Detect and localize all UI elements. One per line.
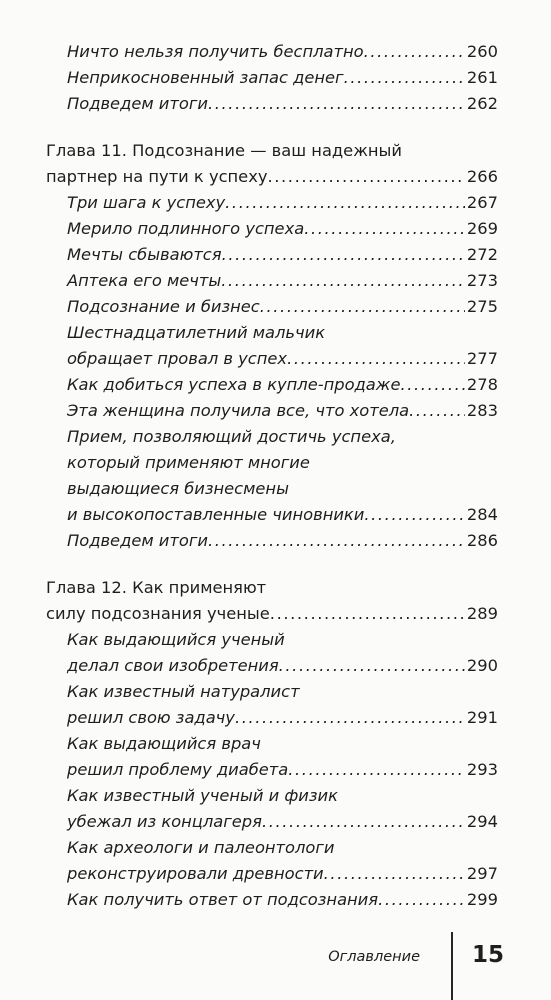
footer-section-title: Оглавление [328,949,420,965]
toc-entry [67,369,498,395]
toc-entry-title: решил свою задачу [67,708,235,727]
dot-leader [222,245,465,265]
toc-page-number: 278 [466,375,498,394]
dot-leader [324,864,465,884]
toc-entry-title: Эта женщина получила все, что хотела [67,401,410,420]
toc-entry [67,447,498,473]
toc-chapter-line [46,598,498,624]
dot-leader [287,349,465,369]
toc-entry [67,832,498,858]
toc-entry-title: Аптека его мечты [67,271,222,290]
toc-chapter-line [46,161,498,187]
toc-entry [67,317,498,343]
dot-leader [378,890,465,910]
toc-entry [67,421,498,447]
toc-entry [67,88,498,114]
toc-entry-title: Подведем итоги [67,531,208,550]
dot-leader [221,271,465,291]
toc-page-number: 290 [466,656,498,675]
dot-leader [208,94,465,114]
toc-page-number: 275 [466,297,498,316]
toc-entry-title: Подведем итоги [67,94,208,113]
toc-entry [67,239,498,265]
toc-entry-title: Глава 11. Подсознание — ваш надежный [46,141,402,160]
toc-entry [67,525,498,551]
toc-page-number: 272 [466,245,498,264]
dot-leader [225,193,465,213]
toc-entry [67,702,498,728]
toc-page-number: 266 [466,167,498,186]
toc-entry [67,650,498,676]
toc-entry-title: Как добиться успеха в купле-продаже [67,375,401,394]
toc-entry [67,343,498,369]
toc-entry-title: Прием, позволяющий достичь успеха, [67,427,396,446]
toc-entry [67,36,498,62]
toc-page-number: 267 [466,193,498,212]
toc-entry-title: который применяют многие [67,453,310,472]
toc-page-number: 284 [466,505,498,524]
toc-chapter-line [46,135,498,161]
toc-entry-title: Как выдающийся врач [67,734,261,753]
toc-page-number: 277 [466,349,498,368]
toc-page-number: 262 [466,94,498,113]
dot-leader [262,812,465,832]
toc-entry [67,395,498,421]
toc-entry-title: решил проблему диабета [67,760,289,779]
toc-entry [67,265,498,291]
dot-leader [270,604,465,624]
toc-page-number: 297 [466,864,498,883]
footer-divider [451,932,453,1000]
toc-entry-title: Как известный ученый и физик [67,786,338,805]
toc-page-number: 283 [466,401,498,420]
toc-entry-title: силу подсознания ученые [46,604,270,623]
toc-entry [67,858,498,884]
toc-entry-title: Три шага к успеху [67,193,226,212]
dot-leader [260,297,465,317]
dot-leader [364,505,465,525]
toc-entry-title: Глава 12. Как применяют [46,578,267,597]
dot-leader [279,656,465,676]
toc-entry [67,728,498,754]
toc-page-number: 294 [466,812,498,831]
toc-entry [67,806,498,832]
toc-entry [67,676,498,702]
toc-entry [67,884,498,910]
toc-entry-title: делал свои изобретения [67,656,279,675]
toc-chapter-line [46,572,498,598]
dot-leader [364,42,465,62]
dot-leader [208,531,465,551]
toc-entry [67,62,498,88]
footer-page-number: 15 [472,942,505,968]
toc-entry-title: Как известный натуралист [67,682,300,701]
toc-page-number: 260 [466,42,498,61]
toc-entry-title: Мерило подлинного успеха [67,219,305,238]
toc-entry-title: реконструировали древности [67,864,324,883]
toc-entry-title: Как археологи и палеонтологи [67,838,335,857]
dot-leader [235,708,465,728]
toc-entry-title: обращает провал в успех [67,349,288,368]
toc-page-number: 269 [466,219,498,238]
toc-entry-title: Ничто нельзя получить бесплатно [67,42,364,61]
toc-page-number: 273 [466,271,498,290]
toc-page-number: 261 [466,68,498,87]
toc-page-number: 289 [466,604,498,623]
toc-entry [67,187,498,213]
toc-entry [67,624,498,650]
toc-entry-title: Мечты сбываются [67,245,222,264]
toc-entry [67,754,498,780]
dot-leader [344,68,465,88]
dot-leader [267,167,464,187]
toc-page-number: 293 [466,760,498,779]
toc-entry [67,473,498,499]
dot-leader [288,760,465,780]
dot-leader [409,401,465,421]
dot-leader [400,375,464,395]
toc-entry-title: партнер на пути к успеху [46,167,268,186]
toc-entry-title: убежал из концлагеря [67,812,262,831]
toc-page-number: 286 [466,531,498,550]
toc-entry-title: и высокопоставленные чиновники [67,505,365,524]
toc-entry-title: Шестнадцатилетний мальчик [67,323,326,342]
toc-entry-title: Как получить ответ от подсознания [67,890,379,909]
toc-entry [67,213,498,239]
toc-entry-title: Подсознание и бизнес [67,297,260,316]
toc-entry [67,291,498,317]
dot-leader [304,219,465,239]
toc-entry [67,499,498,525]
toc-entry-title: Как выдающийся ученый [67,630,285,649]
toc-page-number: 299 [466,890,498,909]
toc-entry-title: Неприкосновенный запас денег [67,68,344,87]
toc-entry [67,780,498,806]
toc-page-number: 291 [466,708,498,727]
toc-entry-title: выдающиеся бизнесмены [67,479,289,498]
